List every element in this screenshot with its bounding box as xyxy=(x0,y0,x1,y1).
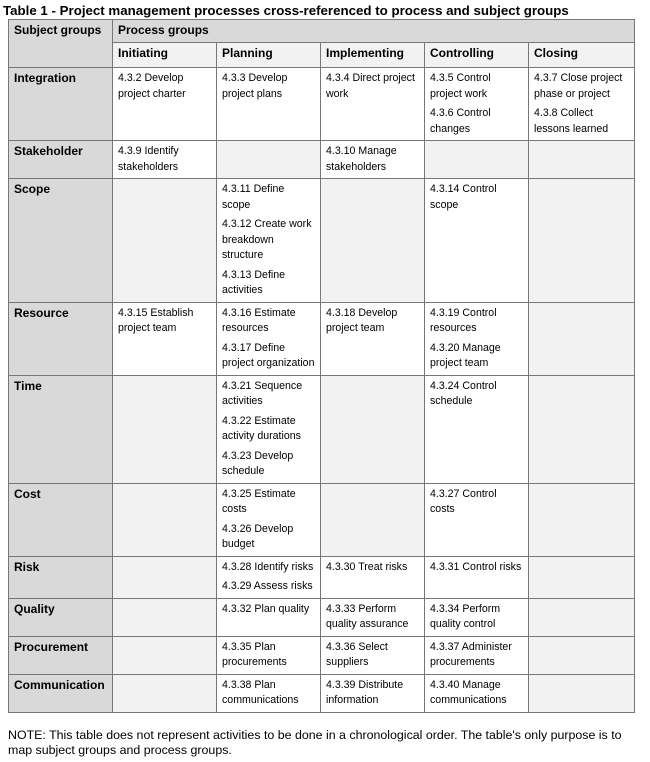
process-item: 4.3.21 Sequence activities xyxy=(222,379,303,407)
cell-initiating xyxy=(113,483,217,556)
process-item: 4.3.24 Control schedule xyxy=(430,379,497,407)
cell-controlling xyxy=(425,556,529,598)
cell-planning xyxy=(217,375,321,483)
cell-initiating xyxy=(113,179,217,303)
table-row xyxy=(9,141,635,179)
cell-initiating xyxy=(113,674,217,712)
cell-closing xyxy=(529,556,635,598)
cell-controlling xyxy=(425,598,529,636)
process-item: 4.3.26 Develop budget xyxy=(222,522,294,550)
cell-controlling xyxy=(425,674,529,712)
cell-initiating xyxy=(113,302,217,375)
phase-header-closing: Closing xyxy=(529,43,635,68)
process-item: 4.3.6 Control changes xyxy=(430,107,491,135)
cell-controlling xyxy=(425,68,529,141)
process-item: 4.3.19 Control resources xyxy=(430,306,497,334)
cell-planning xyxy=(217,68,321,141)
cell-implementing xyxy=(321,141,425,179)
process-item: 4.3.16 Estimate resources xyxy=(222,306,296,334)
cell-initiating xyxy=(113,636,217,674)
phase-header-implementing: Implementing xyxy=(321,43,425,68)
phase-header-controlling: Controlling xyxy=(425,43,529,68)
process-item: 4.3.20 Manage project team xyxy=(430,341,501,369)
process-item: 4.3.35 Plan procurements xyxy=(222,640,287,668)
table-row xyxy=(9,598,635,636)
process-item: 4.3.33 Perform quality assurance xyxy=(326,602,409,630)
cell-controlling xyxy=(425,141,529,179)
table-row xyxy=(9,556,635,598)
process-item: 4.3.12 Create work breakdown structure xyxy=(222,218,312,261)
cell-implementing xyxy=(321,302,425,375)
cell-initiating xyxy=(113,141,217,179)
process-item: 4.3.5 Control project work xyxy=(430,72,491,100)
phase-header-initiating: Initiating xyxy=(113,43,217,68)
subject-group-label: Resource xyxy=(9,302,113,375)
process-item: 4.3.31 Control risks xyxy=(430,560,522,573)
process-item: 4.3.29 Assess risks xyxy=(222,580,313,592)
process-item: 4.3.7 Close project phase or project xyxy=(534,72,623,100)
process-item: 4.3.28 Identify risks xyxy=(222,560,314,573)
process-item: 4.3.30 Treat risks xyxy=(326,560,408,573)
process-item: 4.3.13 Define activities xyxy=(222,268,286,296)
table-row xyxy=(9,636,635,674)
cell-implementing xyxy=(321,556,425,598)
cell-controlling xyxy=(425,636,529,674)
cell-planning xyxy=(217,179,321,303)
phase-header-planning: Planning xyxy=(217,43,321,68)
process-item: 4.3.18 Develop project team xyxy=(326,306,398,334)
process-item: 4.3.2 Develop project charter xyxy=(118,72,186,100)
cell-planning xyxy=(217,556,321,598)
table-row xyxy=(9,179,635,303)
process-item: 4.3.11 Define scope xyxy=(222,183,285,211)
table-body xyxy=(9,68,635,713)
table-row xyxy=(9,68,635,141)
cell-closing xyxy=(529,68,635,141)
process-item: 4.3.10 Manage stakeholders xyxy=(326,145,397,173)
cell-implementing xyxy=(321,68,425,141)
header-row-top xyxy=(9,20,635,43)
cell-controlling xyxy=(425,179,529,303)
process-item: 4.3.36 Select suppliers xyxy=(326,640,388,668)
table-row xyxy=(9,483,635,556)
cell-planning xyxy=(217,483,321,556)
cell-initiating xyxy=(113,375,217,483)
cell-controlling xyxy=(425,375,529,483)
cell-controlling xyxy=(425,483,529,556)
cell-closing xyxy=(529,674,635,712)
process-item: 4.3.37 Administer procurements xyxy=(430,640,512,668)
cell-implementing xyxy=(321,375,425,483)
cell-closing xyxy=(529,302,635,375)
cell-implementing xyxy=(321,598,425,636)
cell-implementing xyxy=(321,674,425,712)
process-item: 4.3.3 Develop project plans xyxy=(222,72,288,100)
cell-closing xyxy=(529,141,635,179)
cell-closing xyxy=(529,375,635,483)
table-note: NOTE: This table does not represent activities to be done in a chronological order. The table's only purpose is to map subject groups and process groups. xyxy=(8,728,622,757)
cell-initiating xyxy=(113,598,217,636)
cell-planning xyxy=(217,141,321,179)
subject-group-label: Cost xyxy=(9,483,113,556)
cell-closing xyxy=(529,636,635,674)
cell-implementing xyxy=(321,636,425,674)
process-item: 4.3.15 Establish project team xyxy=(118,306,194,334)
process-item: 4.3.32 Plan quality xyxy=(222,602,310,615)
cell-closing xyxy=(529,598,635,636)
process-item: 4.3.27 Control costs xyxy=(430,487,497,515)
subject-group-label: Stakeholder xyxy=(9,141,113,179)
cell-planning xyxy=(217,302,321,375)
cell-initiating xyxy=(113,556,217,598)
subject-group-label: Time xyxy=(9,375,113,483)
cell-planning xyxy=(217,598,321,636)
subject-groups-header: Subject groups xyxy=(9,20,113,68)
cell-planning xyxy=(217,636,321,674)
process-item: 4.3.9 Identify stakeholders xyxy=(118,145,179,173)
process-item: 4.3.25 Estimate costs xyxy=(222,487,296,515)
process-item: 4.3.34 Perform quality control xyxy=(430,602,501,630)
table-caption: Table 1 - Project management processes cross-referenced to process and subject groups xyxy=(3,3,569,18)
cell-implementing xyxy=(321,179,425,303)
process-item: 4.3.4 Direct project work xyxy=(326,72,415,100)
subject-group-label: Procurement xyxy=(9,636,113,674)
subject-group-label: Integration xyxy=(9,68,113,141)
cell-closing xyxy=(529,179,635,303)
cell-initiating xyxy=(113,68,217,141)
process-item: 4.3.17 Define project organization xyxy=(222,341,315,369)
cell-closing xyxy=(529,483,635,556)
cell-planning xyxy=(217,674,321,712)
process-item: 4.3.23 Develop schedule xyxy=(222,449,294,477)
process-table xyxy=(8,19,635,713)
process-item: 4.3.22 Estimate activity durations xyxy=(222,414,301,442)
subject-group-label: Communication xyxy=(9,674,113,712)
process-groups-header: Process groups xyxy=(113,20,635,43)
subject-group-label: Scope xyxy=(9,179,113,303)
table-row xyxy=(9,674,635,712)
subject-group-label: Risk xyxy=(9,556,113,598)
cell-controlling xyxy=(425,302,529,375)
table-row xyxy=(9,302,635,375)
table-row xyxy=(9,375,635,483)
process-item: 4.3.40 Manage communications xyxy=(430,678,507,706)
process-item: 4.3.38 Plan communications xyxy=(222,678,299,706)
process-item: 4.3.39 Distribute information xyxy=(326,678,404,706)
process-item: 4.3.8 Collect lessons learned xyxy=(534,107,609,135)
cell-implementing xyxy=(321,483,425,556)
subject-group-label: Quality xyxy=(9,598,113,636)
process-item: 4.3.14 Control scope xyxy=(430,183,497,211)
